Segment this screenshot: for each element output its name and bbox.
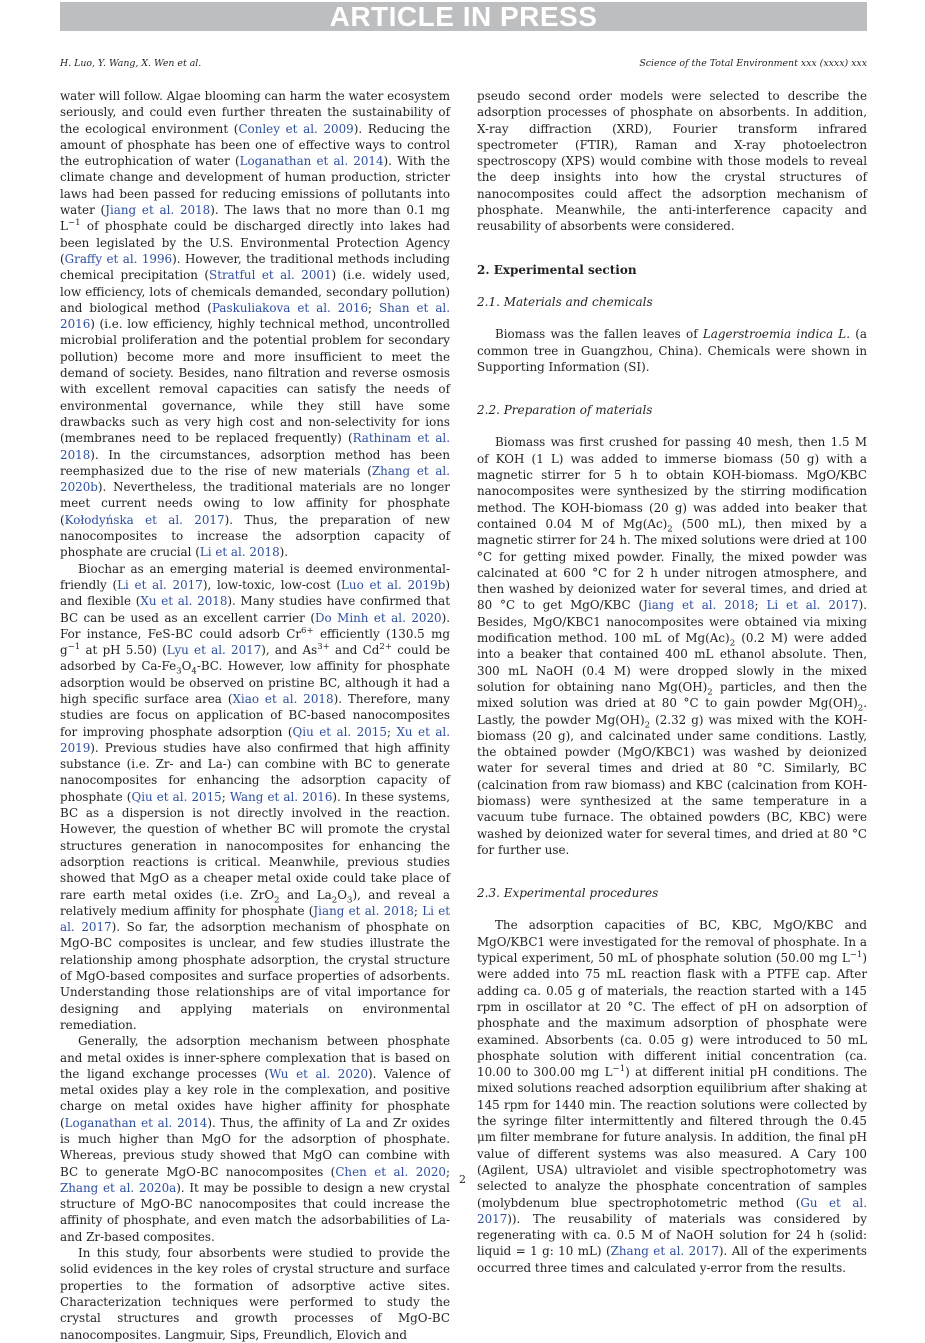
citation-link[interactable]: Conley et al. 2009 <box>238 121 354 136</box>
subsection-heading-materials: 2.1. Materials and chemicals <box>477 294 653 309</box>
paragraph-materials: Biomass was the fallen leaves of Lagerstroemia indica L. (a common tree in Guangzhou, China). Chemicals were shown in Supporting Information (SI). <box>477 327 867 374</box>
citation-link[interactable]: Li et al. 2017 <box>766 598 859 613</box>
citation-link[interactable]: Luo et al. 2019b <box>341 577 446 592</box>
citation-link[interactable]: Kołodyńska et al. 2017 <box>64 512 225 527</box>
citation-link[interactable]: Jiang et al. 2018 <box>105 203 211 218</box>
citation-link[interactable]: Xiao et al. 2018 <box>232 691 334 706</box>
citation-link[interactable]: Stratful et al. 2001 <box>209 268 332 283</box>
citation-link[interactable]: Shan et al. 2016 <box>60 300 450 332</box>
citation-link[interactable]: Wu et al. 2020 <box>269 1066 369 1081</box>
citation-link[interactable]: Do Minh et al. 2020 <box>314 610 442 625</box>
paragraph-procedures: The adsorption capacities of BC, KBC, MgO/KBC and MgO/KBC1 were investigated for the removal of phosphate. In a typical experiment, 50 mL of phosphate solution (50.00 mg $L^{-1}$) were added into 75 mL reaction flask with a PTFE cap. After adding ca. 0.05 g of materials, the reaction started with a 145 rpm in oscillator at 20 °C. The effect of pH on adsorption of phosphate and the maximum adsorption of phosphate were examined. Absorbents (ca. 0.05 g) were introduced to 50 mL phosphate solution with different initial concentration (ca. 10.00 to 300.00 mg $L^{-1}$) at different initial pH conditions. The mixed solutions reached adsorption equilibrium after shaking at 145 rpm for 1440 min. The reaction solutions were collected by the syringe filter intermittently and filtered through the 0.45 μm filter membrane for future analysis. In addition, the final pH value of different systems was also measured. A Cary 100 (Agilent, USA) ultraviolet and visible spectrophotometry was selected to analyze the phosphate concentration of samples (molybdenum blue spectrophotometric method (Gu et al. 2017)). The reusability of materials was considered by regenerating with ca. 0.5 M of NaOH solution for 24 h (solid: liquid = 1 g: 10 mL) (Zhang et al. 2017). All of the experiments occurred three times and calculated y-error from the results. <box>477 918 868 1275</box>
paragraph-intro-1: water will follow. Algae blooming can harm the water ecosystem seriously, and could even further threaten the sustainability of the ecological environment (Conley et al. 2009). Reducing the amount of phosphate has been one of effective ways to control the eutrophication of water (Loganathan et al. 2014). With the climate change and development of human production, stricter laws had been passed for reducing emissions of pollutants into water (Jiang et al. 2018). The laws that no more than 0.1 mg $L^{-1}$ of phosphate could be discharged directly into lakes had been legislated by the U.S. Environmental Protection Agency (Graffy et al. 1996). However, the traditional methods including chemical precipitation (Stratful et al. 2001) (i.e. widely used, low efficiency, lots of chemicals demanded, secondary pollution) and biological method (Paskuliakova et al. 2016; Shan et al. 2016) (i.e. low efficiency, highly technical method, uncontrolled microbial proliferation and the potential problem for secondary pollution) become more and more insufficient to meet the demand of society. Besides, nano filtration and reverse osmosis with excellent removal capacities can satisfy the needs of environmental governance, while they still have some drawbacks such as very high cost and non-selectivity for ions (membranes need to be replaced frequently) (Rathinam et al. 2018). In the circumstances, adsorption method has been reemphasized due to the rise of new materials (Zhang et al. 2020b). Nevertheless, the traditional materials are no longer meet current needs owing to low affinity for phosphate (Kołodyńska et al. 2017). Thus, the preparation of new nanocomposites to increase the adsorption capacity of phosphate are crucial (Li et al. 2018). <box>60 89 451 560</box>
citation-link[interactable]: Wang et al. 2016 <box>229 789 333 804</box>
subsection-heading-procedures: 2.3. Experimental procedures <box>477 886 659 901</box>
citation-link[interactable]: Zhang et al. 2017 <box>610 1244 719 1259</box>
citation-link[interactable]: Rathinam et al. 2018 <box>60 431 450 462</box>
citation-link[interactable]: Li et al. 2017 <box>117 577 203 592</box>
paragraph-intro-4: In this study, four absorbents were studied to provide the solid evidences in the key roles of crystal structure and surface properties to the formation of adsorptive active sites. Characterization techniques were performed to study the crystal structures and growth processes of MgO-BC nanocomposites. Langmuir, Sips, Freundlich, Elovich and <box>60 1246 450 1342</box>
citation-link[interactable]: Lyu et al. 2017 <box>166 643 262 658</box>
citation-link[interactable]: Loganathan et al. 2014 <box>64 1115 208 1130</box>
page-number: 2 <box>459 1173 466 1186</box>
citation-link[interactable]: Qiu et al. 2015 <box>292 724 387 739</box>
citation-link[interactable]: Jiang et al. 2018 <box>643 598 755 613</box>
running-head-journal: Science of the Total Environment xxx (xxxx) xxx <box>639 58 867 69</box>
citation-link[interactable]: Li et al. 2018 <box>199 545 280 560</box>
article-in-press-banner: ARTICLE IN PRESS <box>60 2 867 31</box>
right-column <box>477 88 867 1276</box>
citation-link[interactable]: Graffy et al. 1996 <box>64 251 173 266</box>
citation-link[interactable]: Paskuliakova et al. 2016 <box>211 300 369 315</box>
citation-link[interactable]: Xu et al. 2019 <box>60 724 451 755</box>
citation-link[interactable]: Li et al. 2017 <box>60 903 451 935</box>
paragraph-preparation: Biomass was first crushed for passing 40 mesh, then 1.5 M of KOH (1 L) was added to immerse biomass (50 g) with a magnetic stirrer for 5 h to obtain KOH-biomass. MgO/KBC nanocomposites were synthesized by the stirring modification method. The KOH-biomass (20 g) was added into beaker that contained 0.04 M of $Mg(Ac)_2$ (500 mL), then mixed by a magnetic stirrer for 24 h. The mixed solutions were dried at 100 °C for getting mixed powder. Finally, the mixed powder was calcinated at 600 °C for 2 h under nitrogen atmosphere, and then washed by deionized water for several times, and dried at 80 °C to get MgO/KBC (Jiang et al. 2018; Li et al. 2017). Besides, MgO/KBC1 nanocomposites were obtained via mixing modification method. 100 mL of $Mg(Ac)_2$ (0.2 M) were added into a beaker that contained 400 mL ethanol absolute. Then, 300 mL NaOH (0.4 M) were dropped slowly in the mixed solution for obtaining nano $Mg(OH)_2$ particles, and then the mixed solution was dried at 80 °C to gain powder $Mg(OH)_2$. Lastly, the powder $Mg(OH)_2$ (2.32 g) was mixed with the KOH-biomass (20 g), and calcinated under same conditions. Lastly, the obtained powder (MgO/KBC1) was washed by deionized water for several times and dried at 80 °C. Similarly, BC (calcination from raw biomass) and KBC (calcination from KOH-biomass) were synthesized at the same temperature in a vacuum tube furnace. The obtained powders (BC, KBC) were washed by deionized water for several times, and dried at 80 °C for further use. <box>477 435 868 857</box>
left-column <box>60 88 450 1343</box>
citation-link[interactable]: Zhang et al. 2020a <box>60 1180 177 1195</box>
citation-link[interactable]: Loganathan et al. 2014 <box>239 154 384 169</box>
citation-link[interactable]: Gu et al. 2017 <box>477 1195 868 1226</box>
running-head-authors: H. Luo, Y. Wang, X. Wen et al. <box>60 58 202 69</box>
section-heading-experimental: 2. Experimental section <box>477 262 637 277</box>
paragraph-intro-5: pseudo second order models were selected to describe the adsorption processes of phosphate on absorbents. In addition, X-ray diffraction (XRD), Fourier transform infrared spectrometer (FTIR), Raman and X-ray photoelectron spectroscopy (XPS) would combine with those models to reveal the deep insights into how the crystal structures of nanocomposites could affect the adsorption mechanism of phosphate. Meanwhile, the anti-interference capacity and reusability of absorbents were considered. <box>477 89 867 234</box>
citation-link[interactable]: Jiang et al. 2018 <box>313 903 414 918</box>
citation-link[interactable]: Qiu et al. 2015 <box>131 789 222 804</box>
paragraph-intro-3: Generally, the adsorption mechanism between phosphate and metal oxides is inner-sphere complexation that is based on the ligand exchange processes (Wu et al. 2020). Valence of metal oxides play a key role in the complexation, and positive charge on metal oxides have higher affinity for phosphate (Loganathan et al. 2014). Thus, the affinity of La and Zr oxides is much higher than MgO for the adsorption of phosphate. Whereas, previous study showed that MgO can combine with BC to generate MgO-BC nanocomposites (Chen et al. 2020; Zhang et al. 2020a). It may be possible to design a new crystal structure of MgO-BC nanocomposites that could increase the affinity of phosphate, and even match the adsorbabilities of La- and Zr-based composites. <box>60 1034 451 1244</box>
paragraph-intro-2: Biochar as an emerging material is deemed environmental-friendly (Li et al. 2017), low-toxic, low-cost (Luo et al. 2019b) and flexible (Xu et al. 2018). Many studies have confirmed that BC can be used as an excellent carrier (Do Minh et al. 2020). For instance, FeS-BC could adsorb $Cr^{6+}$ efficiently (130.5 mg $g^{-1}$ at pH 5.50) (Lyu et al. 2017), and $As^{3+}$ and $Cd^{2+}$ could be adsorbed by $Ca-Fe_3O_4-BC$. However, low affinity for phosphate adsorption would be observed on pristine BC, although it had a high specific surface area (Xiao et al. 2018). Therefore, many studies are focus on application of BC-based nanocomposites for improving phosphate adsorption (Qiu et al. 2015; Xu et al. 2019). Previous studies have also confirmed that high affinity substance (i.e. Zr- and La-) can combine with BC to generate nanocomposites for enhancing the adsorption capacity of phosphate (Qiu et al. 2015; Wang et al. 2016). In these systems, BC as a dispersion is not directly involved in the reaction. However, the question of whether BC will promote the crystal structures generation in nanocomposites for enhancing the adsorption reactions is critical. Meanwhile, previous studies showed that MgO as a cheaper metal oxide could take place of rare earth metal oxides (i.e. ZrO$_2$ and $La_2O_3$), and reveal a relatively medium affinity for phosphate (Jiang et al. 2018; Li et al. 2017). So far, the adsorption mechanism of phosphate on MgO-BC composites is unclear, and few studies illustrate the relationship among phosphate adsorption, the crystal structure of MgO-based composites and surface properties of adsorbents. Understanding those relationships are of vital importance for designing and applying materials on environmental remediation. <box>60 561 451 1032</box>
citation-link[interactable]: Chen et al. 2020 <box>335 1164 446 1179</box>
citation-link[interactable]: Xu et al. 2018 <box>140 594 228 609</box>
subsection-heading-preparation: 2.2. Preparation of materials <box>477 403 653 418</box>
citation-link[interactable]: Zhang et al. 2020b <box>60 463 450 495</box>
